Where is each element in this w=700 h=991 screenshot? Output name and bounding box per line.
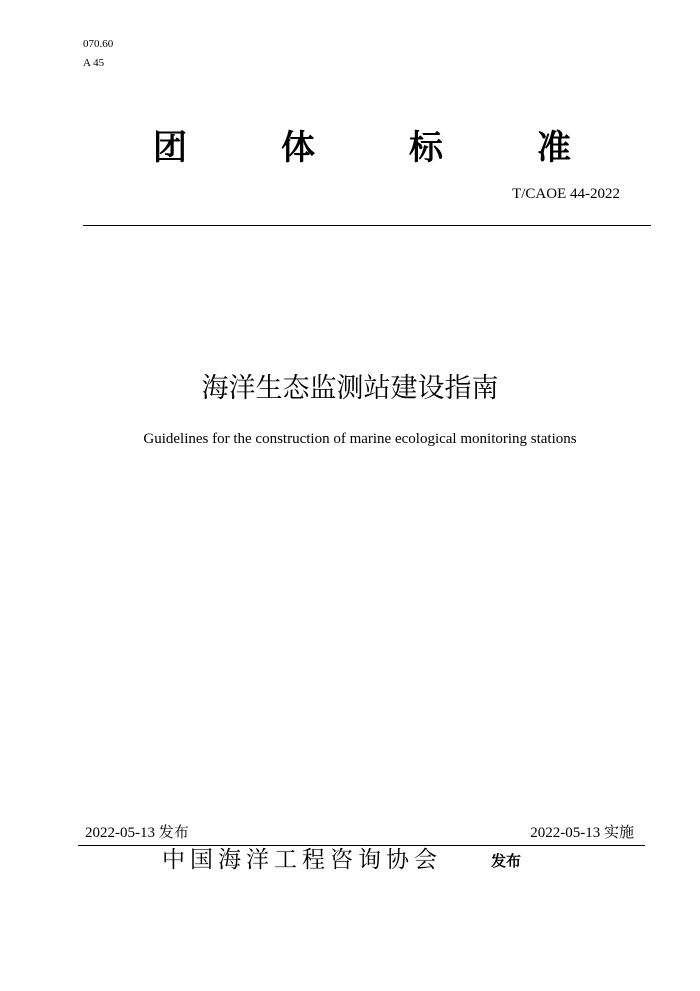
document-title-chinese: 海洋生态监测站建设指南	[201, 373, 499, 404]
publish-label: 发布	[491, 852, 522, 870]
standard-type-char: 体	[281, 128, 315, 168]
ics-code: 070.60	[83, 38, 114, 50]
issue-date: 2022-05-13 发布	[85, 825, 189, 841]
header-divider	[83, 225, 651, 226]
ccs-code: A 45	[83, 57, 105, 69]
document-title-english: Guidelines for the construction of marine ecological monitoring stations	[143, 431, 577, 447]
standard-type-char: 准	[537, 128, 571, 168]
standard-type-char: 团	[153, 128, 187, 168]
publisher-name: 中国海洋工程咨询协会	[162, 847, 442, 873]
standard-type-char: 标	[409, 128, 443, 168]
implementation-date: 2022-05-13 实施	[530, 825, 634, 841]
standard-number: T/CAOE 44-2022	[512, 186, 620, 202]
